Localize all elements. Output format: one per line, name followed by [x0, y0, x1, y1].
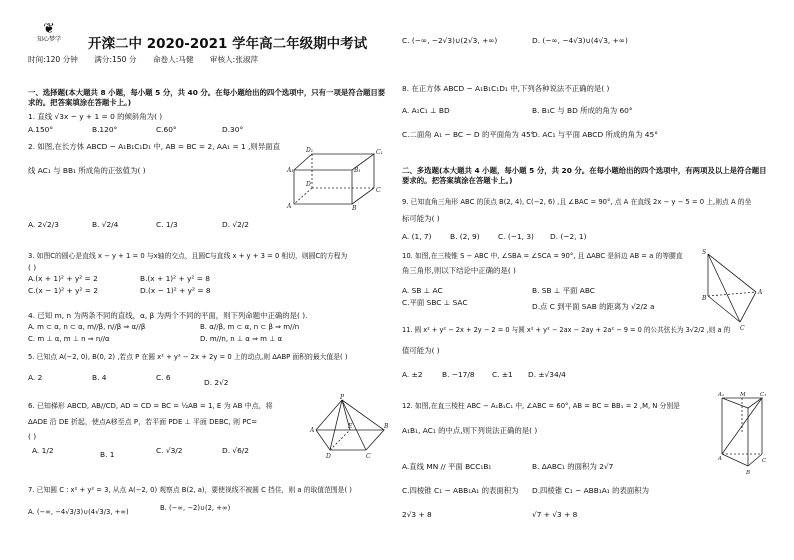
q5-option-c[interactable]: C. 6	[156, 373, 171, 382]
svg-text:B: B	[746, 470, 751, 476]
section-1-heading: 一、选择题(本大题共 8 小题，每小题 5 分，共 40 分。在每小题给出的四个选项中，只有一项是符合题目要求的。把答案填涂在答题卡上。)	[28, 88, 386, 107]
q10-option-b[interactable]: B. SB ⊥ 平面 ABC	[532, 286, 595, 295]
svg-text:B: B	[702, 295, 707, 302]
q6-option-d[interactable]: D. √6/2	[222, 446, 249, 455]
svg-text:B₁: B₁	[354, 167, 361, 174]
q4-option-d[interactable]: D. m//n, n ⊥ α ⇒ m ⊥ α	[200, 335, 283, 343]
q3-option-c[interactable]: C.(x − 1)² + y² = 2	[28, 286, 99, 295]
svg-text:C: C	[376, 187, 381, 194]
svg-text:S: S	[702, 249, 707, 256]
q11-stem-cont: 值可能为( )	[402, 346, 440, 355]
svg-text:C₁: C₁	[376, 149, 383, 156]
meta-author: 命卷人:马健	[152, 55, 194, 64]
q6-stem-cont: ΔADE 沿 DE 折起，使点A移至点 P，若平面 PDE ⊥ 平面 DEBC, 则 PC=	[28, 418, 258, 426]
section-2-heading: 二、多选题(本大题共 4 小题，每小题 5 分，共 20 分。在每小题给出的四个选项中，有两项及以上是符合题目要求的。把答案填涂在答题卡上。)	[402, 166, 767, 185]
q12-option-a[interactable]: A.直线 MN // 平面 BCC₁B₁	[402, 462, 492, 471]
exam-meta	[28, 54, 272, 65]
q12-prism-figure	[718, 392, 768, 474]
svg-text:M: M	[740, 392, 746, 398]
right-column	[402, 0, 772, 560]
q6-stem-cont2: ( )	[28, 432, 37, 441]
q10-option-d[interactable]: D.点 C 到平面 SAB 的距离为 √2/2 a	[532, 302, 655, 311]
school-logo: ❦ 知心梦学	[28, 22, 70, 43]
q2-option-b[interactable]: B. √2/4	[92, 220, 119, 229]
q9-stem-cont: 标可能为( )	[402, 214, 440, 223]
svg-text:A: A	[718, 456, 722, 462]
svg-text:D₁: D₁	[306, 147, 314, 154]
q11-option-b[interactable]: B. −17/8	[442, 370, 475, 379]
svg-text:D: D	[306, 181, 311, 188]
q9-option-b[interactable]: B. (2, 9)	[450, 232, 480, 241]
q8-option-b[interactable]: B. B₁C 与 BD 所成的角为 60°	[532, 106, 633, 115]
svg-text:C₁: C₁	[760, 392, 767, 398]
q10-stem: 10. 如图,在三棱锥 S − ABC 中, ∠SBA = ∠SCA = 90°, 且 ΔABC 是斜边 AB = a 的等腰直	[402, 252, 683, 260]
q10-stem-cont: 角三角形,则以下结论中正确的是( )	[402, 266, 516, 275]
q12-option-d[interactable]: D.四棱锥 C₁ − ABB₁A₁ 的表面积为	[532, 486, 650, 495]
q8-option-c[interactable]: C.二面角 A₁ − BC − D 的平面角为 45°	[402, 130, 535, 139]
q3-stem-cont: ( )	[28, 263, 37, 272]
q4-stem: 4. 已知 m, n 为两条不同的直线，α, β 为两个不同的平面，则下列命题中正确的是( ).	[28, 311, 308, 320]
q6-fold-figure	[310, 396, 388, 464]
q7-option-a[interactable]: A. (−∞, −4√3/3)∪(4√3/3, +∞)	[28, 508, 129, 516]
q8-stem: 8. 在正方体 ABCD − A₁B₁C₁D₁ 中,下列各种说法不正确的是( )	[402, 84, 610, 93]
svg-text:A₁: A₁	[287, 167, 294, 174]
left-column	[28, 0, 388, 560]
q7-option-c[interactable]: C. (−∞, −2√3)∪(2√3, +∞)	[402, 36, 498, 45]
q6-stem: 6. 已知梯形 ABCD, AB//CD, AD = CD = BC = ½AB = 1, E 为 AB 中点，将	[28, 402, 273, 410]
q8-option-a[interactable]: A. A₁C₁ ⊥ BD	[402, 106, 450, 115]
q3-stem: 3. 如图C的圆心是直线 x − y + 1 = 0 与x轴的交点，且圆C与直线 x + y + 3 = 0 相切，则圆C的方程为	[28, 252, 348, 260]
q2-stem-cont: 线 AC₁ 与 BB₁ 所成角的正弦值为( )	[28, 166, 146, 175]
svg-text:A: A	[287, 203, 292, 210]
q4-option-c[interactable]: C. m ⊥ α, m ⊥ n ⇒ n//α	[28, 335, 110, 343]
q12-option-c-value: 2√3 + 8	[402, 510, 432, 519]
meta-reviewer: 审核人:张淑萍	[209, 55, 259, 64]
logo-icon: ❦	[43, 21, 55, 37]
q4-option-a[interactable]: A. m ⊂ α, n ⊂ α, m//β, n//β ⇒ α//β	[28, 323, 146, 331]
q3-option-b[interactable]: B.(x + 1)² + y² = 8	[140, 274, 210, 283]
q1-option-d[interactable]: D.30°	[222, 125, 244, 134]
svg-text:B: B	[352, 205, 357, 212]
q6-option-c[interactable]: C. √3/2	[156, 446, 183, 455]
q10-option-a[interactable]: A. SB ⊥ AC	[402, 286, 443, 295]
q7-option-b[interactable]: B. (−∞, −2)∪(2, +∞)	[160, 504, 231, 512]
q5-option-d[interactable]: D. 2√2	[204, 378, 229, 387]
svg-text:A: A	[310, 427, 315, 434]
q2-stem: 2. 如图,在长方体 ABCD − A₁B₁C₁D₁ 中, AB = BC = 2, AA₁ = 1 ,则异面直	[28, 142, 280, 151]
svg-text:C: C	[762, 458, 767, 464]
q6-option-b[interactable]: B. 1	[100, 450, 115, 459]
q2-cuboid-figure	[286, 148, 386, 210]
q12-option-b[interactable]: B. ΔABC₁ 的面积为 2√7	[532, 462, 614, 471]
q11-option-c[interactable]: C. ±1	[492, 370, 513, 379]
q12-option-c[interactable]: C.四棱锥 C₁ − ABB₁A₁ 的表面积为	[402, 486, 519, 495]
svg-text:B: B	[384, 423, 389, 430]
q1-option-a[interactable]: A.150°	[28, 125, 54, 134]
q7-option-d[interactable]: D. (−∞, −4√3)∪(4√3, +∞)	[532, 36, 628, 45]
svg-text:D: D	[326, 453, 331, 460]
q3-option-d[interactable]: D.(x − 1)² + y² = 8	[140, 286, 211, 295]
meta-score: 满分:150 分	[94, 55, 137, 64]
q10-pyramid-figure	[702, 248, 764, 330]
q6-option-a[interactable]: A. 1/2	[32, 446, 54, 455]
q2-option-a[interactable]: A. 2√2/3	[28, 220, 59, 229]
svg-text:P: P	[340, 394, 345, 401]
page-title: 开滦二中 2020-2021 学年高二年级期中考试	[88, 36, 368, 52]
q12-option-d-value: √7 + √3 + 8	[532, 510, 578, 519]
q1-option-b[interactable]: B.120°	[92, 125, 118, 134]
q11-option-d[interactable]: D. ±√34/4	[528, 370, 566, 379]
svg-text:E: E	[348, 423, 353, 430]
q10-option-c[interactable]: C.平面 SBC ⊥ SAC	[402, 298, 468, 307]
q9-option-d[interactable]: D. (−2, 1)	[550, 232, 587, 241]
q9-option-c[interactable]: C. (−1, 3)	[498, 232, 534, 241]
q8-option-d[interactable]: D. AC₁ 与平面 ABCD 所成的角为 45°	[532, 130, 658, 139]
svg-text:A₁: A₁	[718, 392, 725, 398]
q11-option-a[interactable]: A. ±2	[402, 370, 423, 379]
q5-option-b[interactable]: B. 4	[92, 373, 107, 382]
q9-stem: 9. 已知直角三角形 ABC 的顶点 B(2, 4), C(−2, 6) ,且 ∠BAC = 90°, 点 A 在直线 2x − y − 5 = 0 上,则点 A 的坐	[402, 198, 752, 206]
q12-stem-cont: A₁B₁, AC₁ 的中点,则下列说法正确的是( )	[402, 426, 538, 435]
q5-option-a[interactable]: A. 2	[28, 373, 43, 382]
q7-stem: 7. 已知圆 C : x² + y² = 3, 从点 A(−2, 0) 观察点 B(2, a)，要使视线不被圆 C 挡住，则 a 的取值范围是( )	[28, 486, 352, 494]
meta-time: 时间:120 分钟	[28, 55, 78, 64]
svg-text:A: A	[758, 289, 763, 296]
q2-option-d[interactable]: D. √2/2	[222, 220, 249, 229]
q12-stem: 12. 如图,在直三棱柱 ABC − A₁B₁C₁ 中, ∠ABC = 60°, AB = BC = BB₁ = 2 ,M, N 分别是	[402, 402, 680, 410]
q9-option-a[interactable]: A. (1, 7)	[402, 232, 432, 241]
svg-text:C: C	[740, 325, 745, 332]
q1-stem: 1. 直线 √3x − y + 1 = 0 的倾斜角为( )	[28, 112, 163, 121]
q1-option-c[interactable]: C.60°	[156, 125, 177, 134]
svg-text:C: C	[366, 453, 371, 460]
q2-option-c[interactable]: C. 1/3	[156, 220, 178, 229]
q11-stem: 11. 圆 x² + y² − 2x + 2y − 2 = 0 与圆 x² + y² − 2ax − 2ay + 2a² − 9 = 0 的公共弦长为 3√2/2 ,则 a 的	[402, 326, 731, 334]
q5-stem: 5. 已知点 A(−2, 0), B(0, 2) ,若点 P 在圆 x² + y² − 2x + 2y = 0 上的动点,则 ΔABP 面积的最大值是( )	[28, 353, 348, 361]
q3-option-a[interactable]: A.(x + 1)² + y² = 2	[28, 274, 98, 283]
q4-option-b[interactable]: B. α//β, m ⊂ α, n ⊂ β ⇒ m//n	[200, 323, 300, 331]
